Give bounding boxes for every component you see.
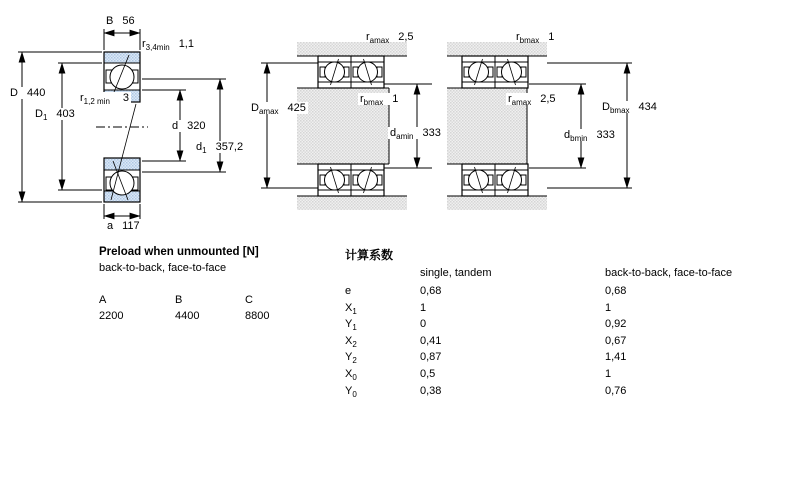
table-row: e 0,68 0,68 <box>345 285 627 297</box>
dim-label-d: d 320 <box>172 120 206 132</box>
bearing-pair-bottom <box>462 164 528 196</box>
dim-label-ramax-a: $r_{amax}$ 2,5 <box>366 31 414 45</box>
table-row: $X_1$ 1 1 <box>345 301 612 316</box>
dim-label-a: a 117 <box>107 220 140 232</box>
preload-value-c: 8800 <box>245 310 270 322</box>
mounted-pair-figure-a <box>261 42 432 210</box>
mounted-pair-figure-b <box>447 42 632 210</box>
preload-col-b: B <box>175 294 183 306</box>
factors-table <box>345 285 775 401</box>
preload-col-c: C <box>245 294 253 306</box>
factors-col2-header: back-to-back, face-to-face <box>605 267 733 279</box>
preload-value-b: 4400 <box>175 310 200 322</box>
table-row: $X_2$ 0,41 0,67 <box>345 334 627 349</box>
dim-label-damin: $d_{amin}$ 333 <box>390 127 441 141</box>
dim-label-rbmax-a: $r_{bmax}$ 1 <box>360 93 399 107</box>
bearing-pair-bottom <box>318 164 384 196</box>
dim-label-r12min: $r_{1,2 min}$ 3 <box>80 92 130 106</box>
table-row: $Y_0$ 0,38 0,76 <box>345 384 627 399</box>
preload-col-a: A <box>99 294 107 306</box>
table-row: $Y_2$ 0,87 1,41 <box>345 351 627 366</box>
dim-label-ramax-b: $r_{amax}$ 2,5 <box>508 93 556 107</box>
dim-label-D: D 440 <box>10 87 46 99</box>
dim-label-B: B 56 <box>106 15 135 27</box>
dim-label-D1: $D_1$ 403 <box>35 108 75 122</box>
dim-label-Dbmax: $D_{bmax}$ 434 <box>602 101 657 115</box>
bearing-pair-top <box>462 56 528 88</box>
preload-subtitle: back-to-back, face-to-face <box>99 262 227 274</box>
preload-title: Preload when unmounted [N] <box>99 246 259 258</box>
dim-label-r34min: $r_{3,4min}$ 1,1 <box>142 38 194 52</box>
dim-label-rbmax-b: $r_{bmax}$ 1 <box>516 31 555 45</box>
preload-value-a: 2200 <box>99 310 124 322</box>
table-row: $X_0$ 0,5 1 <box>345 367 612 382</box>
dim-label-dbmin: $d_{bmin}$ 333 <box>564 129 615 143</box>
dim-label-d1: $d_1$ 357,2 <box>196 141 244 155</box>
factors-title: 计算系数 <box>345 248 394 262</box>
dim-label-Damax: $D_{amax}$ 425 <box>251 102 306 116</box>
table-row: $Y_1$ 0 0,92 <box>345 318 627 333</box>
bearing-pair-top <box>318 56 384 88</box>
factors-col1-header: single, tandem <box>420 267 492 279</box>
